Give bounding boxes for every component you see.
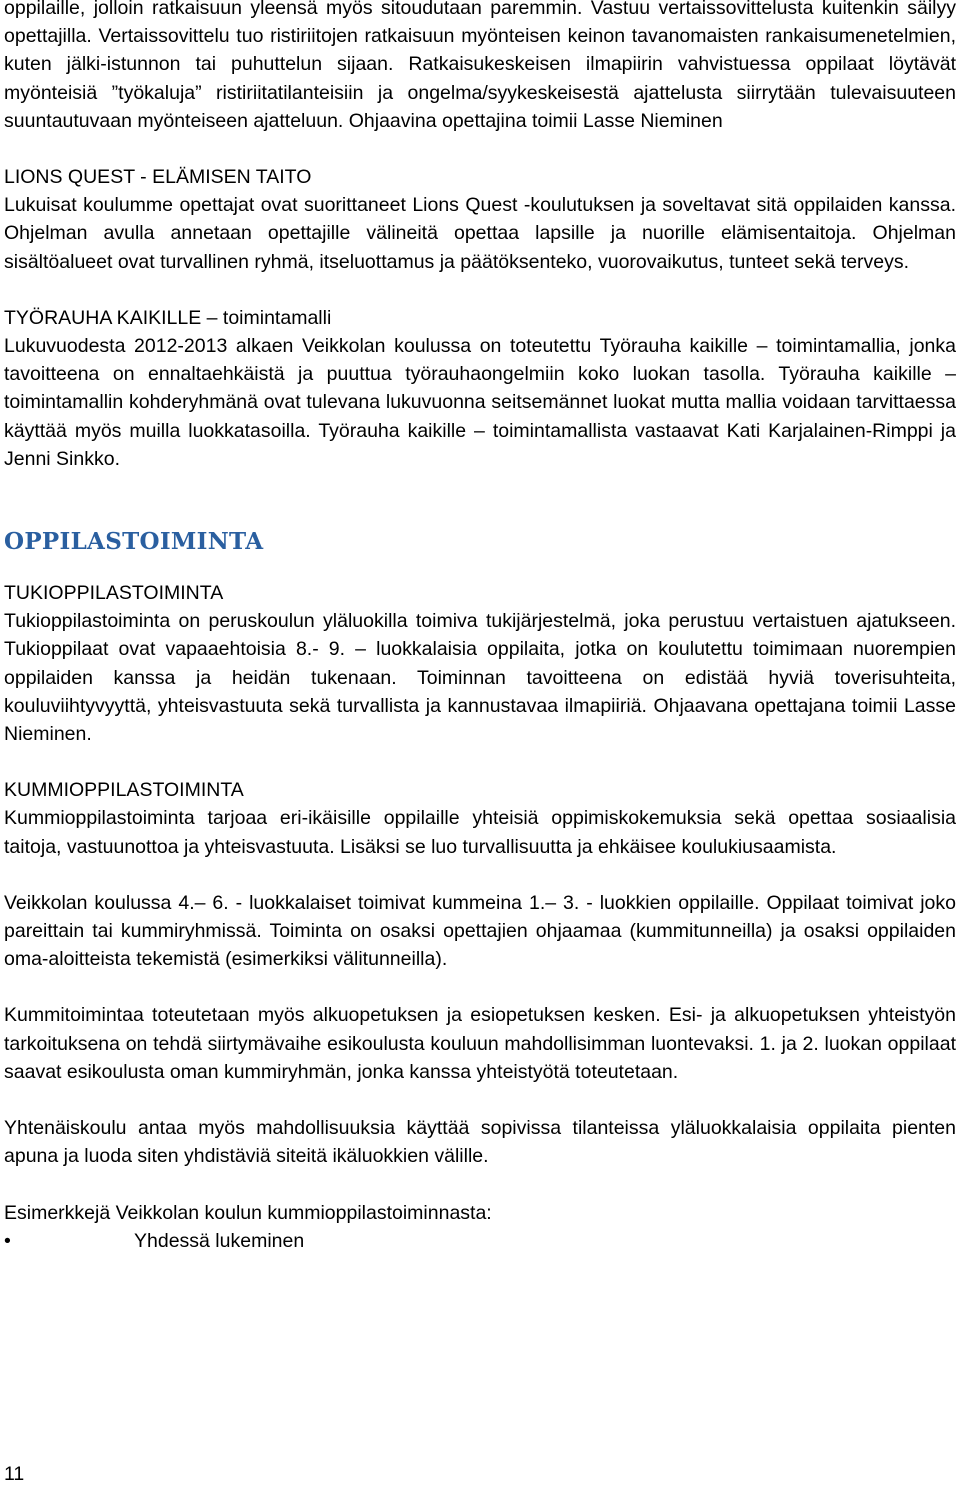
bullet-icon: • <box>4 1229 11 1252</box>
kummioppilas-paragraph-1: Kummioppilastoiminta tarjoaa eri-ikäisille oppilaille yhteisiä oppimiskokemuksia sekä opettaa sosiaalisia taitoja, vastuunottoa ja yhteisvastuuta. Lisäksi se luo turvallisuutta ja ehkäisee koulukiusaamista. <box>4 807 956 858</box>
tyorauha-paragraph: Lukuvuodesta 2012-2013 alkaen Veikkolan koulussa on toteutettu Työrauha kaikille – toimintamallia, jonka tavoitteena on ennaltaehkäistä ja puuttua työrauhaongelmiin koko luokan tasolla. Työrauha kaikille – toimintamallin kohderyhmänä ovat tulevana lukuvuonna seitsemännet luokat mutta mallia voidaan tarvittaessa käyttää myös muilla luokkatasoilla. Työrauha kaikille – toimintamallista vastaavat Kati Karjalainen-Rimppi ja Jenni Sinkko. <box>4 335 956 470</box>
tukioppilas-heading: TUKIOPPILASTOIMINTA <box>4 582 224 605</box>
lions-quest-heading: LIONS QUEST - ELÄMISEN TAITO <box>4 166 312 189</box>
intro-paragraph: oppilaille, jolloin ratkaisuun yleensä myös sitoudutaan paremmin. Vastuu vertaissovittelusta kuitenkin säilyy opettajilla. Vertaissovittelu tuo ristiriitojen ratkaisuun myönteisen keinon tavanomaisten rankaisumenetelmien, kuten jälki-istunnon tai puhuttelun sijaan. Ratkaisukeskeisen ilmapiirin vahvistuessa oppilaat löytävät myönteisiä ”työkaluja” ristiriitatilanteisiin ja ongelma/syykeskeisestä ajattelusta siirrytään tulevaisuuteen suuntautuvaan myönteiseen ajatteluun. Ohjaavina opettajina toimii Lasse Nieminen <box>4 0 956 132</box>
examples-intro: Esimerkkejä Veikkolan koulun kummioppilastoiminnasta: <box>4 1201 492 1224</box>
section-title-oppilastoiminta: OPPILASTOIMINTA <box>4 528 264 556</box>
list-item <box>4 1227 956 1255</box>
kummioppilas-paragraph-2: Veikkolan koulussa 4.– 6. - luokkalaiset toimivat kummeina 1.– 3. - luokkien oppilaille. Oppilaat toimivat joko pareittain tai kummiryhmissä. Toiminta on osaksi opettajien ohjaamaa (kummitunneilla) ja osaksi oppilaiden oma-aloitteista tekemistä (esimerkiksi välitunneilla). <box>4 891 956 971</box>
document-page <box>4 0 956 1255</box>
tyorauha-heading: TYÖRAUHA KAIKILLE – toimintamalli <box>4 306 332 329</box>
lions-quest-paragraph: Lukuisat koulumme opettajat ovat suorittaneet Lions Quest -koulutuksen ja soveltavat sitä oppilaiden kanssa. Ohjelman avulla annetaan opettajille välineitä opettaa lapsille ja nuorille elämisentaitoja. Ohjelman sisältöalueet ovat turvallinen ryhmä, itseluottamus ja päätöksenteko, vuorovaikutus, tunteet sekä terveys. <box>4 194 956 273</box>
kummioppilas-paragraph-3: Kummitoimintaa toteutetaan myös alkuopetuksen ja esiopetuksen kesken. Esi- ja alkuopetuksen yhteistyön tarkoituksena on tehdä siirtymävaihe esikoulusta kouluun mahdollisimman luontevaksi. 1. ja 2. luokan oppilaat saavat esikoulusta oman kummiryhmän, jonka kanssa yhteistyötä toteutetaan. <box>4 1004 956 1083</box>
tukioppilas-paragraph: Tukioppilastoiminta on peruskoulun yläluokilla toimiva tukijärjestelmä, joka perustuu vertaistuen ajatukseen. Tukioppilaat ovat vapaaehtoisia 8.- 9. – luokkalaisia oppilaita, jotka on koulutettu toimimaan nuorempien oppilaiden kanssa ja heidän tukenaan. Toiminnan tavoitteena on edistää hyviä toverisuhteita, kouluviihtyvyyttä, yhteisvastuuta sekä turvallista ja kannustavaa ilmapiiriä. Ohjaavana opettajana toimii Lasse Nieminen. <box>4 610 956 746</box>
page-number: 11 <box>4 1463 25 1485</box>
list-item-text: Yhdessä lukeminen <box>134 1229 305 1252</box>
kummioppilas-paragraph-4: Yhtenäiskoulu antaa myös mahdollisuuksia käyttää sopivissa tilanteissa yläluokkalaisia oppilaita pienten apuna ja luoda siten yhdistäviä siteitä ikäluokkien välille. <box>4 1117 956 1168</box>
kummioppilas-heading: KUMMIOPPILASTOIMINTA <box>4 779 244 802</box>
